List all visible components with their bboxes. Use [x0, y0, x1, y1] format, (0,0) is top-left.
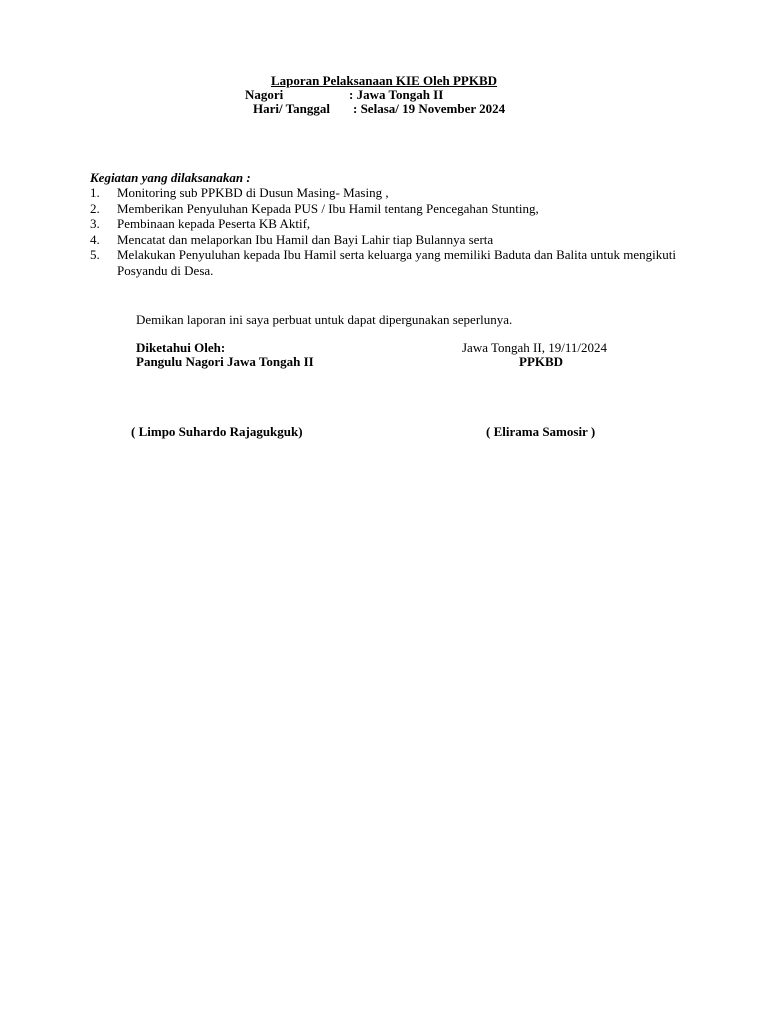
- list-item-text: Melakukan Penyuluhan kepada Ibu Hamil serta keluarga yang memiliki Baduta dan Balita untuk mengikuti Posyandu di Desa.: [117, 247, 676, 278]
- known-by-role: Pangulu Nagori Jawa Tongah II: [136, 354, 314, 369]
- activity-list: [90, 185, 690, 279]
- list-item-text: Monitoring sub PPKBD di Dusun Masing- Masing ,: [117, 185, 389, 200]
- nagori-label: Nagori: [245, 87, 284, 102]
- list-item: [90, 247, 690, 278]
- list-item-number: 4.: [90, 231, 100, 247]
- nagori-value: : Jawa Tongah II: [349, 87, 444, 102]
- list-item-number: 1.: [90, 185, 100, 200]
- activities-heading: Kegiatan yang dilaksanakan :: [90, 170, 251, 185]
- date-value: : Selasa/ 19 November 2024: [353, 101, 506, 116]
- list-item-number: 3.: [90, 216, 100, 232]
- list-item-number: 5.: [90, 247, 100, 263]
- signature-left-name: ( Limpo Suhardo Rajagukguk): [131, 424, 303, 439]
- list-item: [90, 232, 690, 248]
- list-item: [90, 201, 690, 217]
- list-item: [90, 185, 690, 201]
- report-title: Laporan Pelaksanaan KIE Oleh PPKBD: [270, 73, 498, 88]
- reporter-role: PPKBD: [519, 354, 564, 369]
- list-item-number: 2.: [90, 200, 100, 216]
- list-item-text: Memberikan Penyuluhan Kepada PUS / Ibu Hamil tentang Pencegahan Stunting,: [117, 200, 539, 216]
- signature-right-name: ( Elirama Samosir ): [486, 424, 596, 439]
- list-item-text: Mencatat dan melaporkan Ibu Hamil dan Bayi Lahir tiap Bulannya serta: [117, 231, 494, 247]
- date-label: Hari/ Tanggal: [253, 101, 330, 116]
- list-item-text: Pembinaan kepada Peserta KB Aktif,: [117, 216, 311, 232]
- known-by-label: Diketahui Oleh:: [136, 340, 226, 355]
- list-item: [90, 216, 690, 232]
- place-date: Jawa Tongah II, 19/11/2024: [462, 340, 607, 355]
- date-row: [253, 101, 505, 117]
- closing-statement: Demikan laporan ini saya perbuat untuk dapat dipergunakan seperlunya.: [136, 312, 513, 327]
